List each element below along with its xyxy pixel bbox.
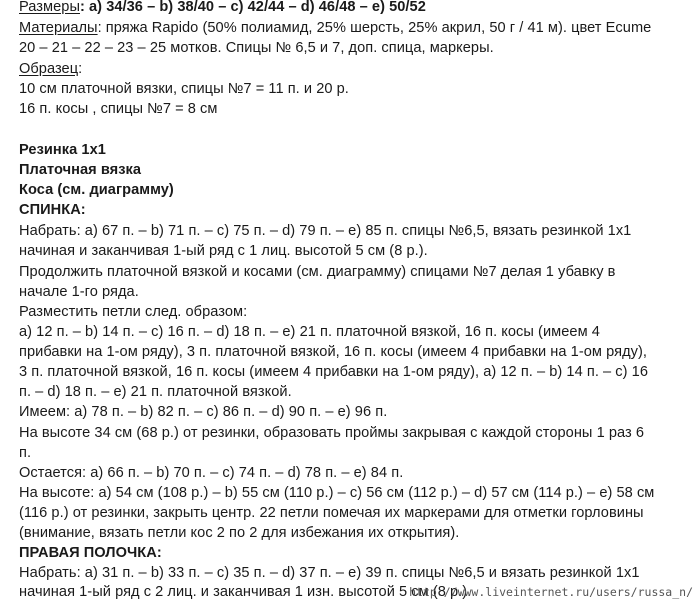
back-line: На высоте 34 см (68 р.) от резинки, образовать проймы закрывая с каждой стороны 1 раз 6 (19, 425, 645, 441)
back-line: На высоте: a) 54 см (108 р.) – b) 55 см (110 р.) – c) 56 см (112 р.) – d) 57 см (114 р.) – e) 58 см (19, 485, 655, 501)
pattern-cable: Коса (см. диаграмму) (19, 182, 174, 198)
materials-line-2: 20 – 21 – 22 – 23 – 25 мотков. Спицы № 6,5 и 7, доп. спица, маркеры. (19, 40, 494, 56)
back-line: прибавки на 1-ом ряду), 3 п. платочной вязкой, 16 п. косы (имеем 4 прибавки на 1-ом ряду), (19, 344, 647, 360)
sample-line-1: 10 см платочной вязки, спицы №7 = 11 п. и 20 р. (19, 81, 349, 97)
pattern-rib: Резинка 1x1 (19, 142, 106, 158)
back-line: начале 1-го ряда. (19, 284, 139, 300)
back-line: (внимание, вязать петли кос 2 по 2 для избежания их открытия). (19, 525, 460, 541)
back-line: Продолжить платочной вязкой и косами (см. диаграмму) спицами №7 делая 1 убавку в (19, 264, 616, 280)
back-line: (116 р.) от резинки, закрыть центр. 22 петли помечая их маркерами для отметки горловины (19, 505, 644, 521)
sizes-line (19, 0, 426, 17)
materials-line (19, 18, 651, 38)
right-front-title: ПРАВАЯ ПОЛОЧКА: (19, 545, 162, 561)
sizes-label: Размеры (19, 0, 80, 15)
materials-label: Материалы (19, 20, 98, 36)
materials-value: : пряжа Rapido (50% полиамид, 25% шерсть, 25% акрил, 50 г / 41 м). цвет Ecume (97, 20, 652, 36)
back-line: начиная и заканчивая 1-ый ряд с 1 лиц. высотой 5 см (8 р.). (19, 243, 428, 259)
back-line: Разместить петли след. образом: (19, 304, 248, 320)
back-title: СПИНКА: (19, 202, 86, 218)
sample-line-2: 16 п. косы , спицы №7 = 8 см (19, 101, 218, 117)
pattern-garter: Платочная вязка (19, 162, 142, 178)
sizes-value: : a) 34/36 – b) 38/40 – c) 42/44 – d) 46/48 – e) 50/52 (80, 0, 426, 15)
back-line: a) 12 п. – b) 14 п. – c) 16 п. – d) 18 п. – e) 21 п. платочной вязкой, 16 п. косы (имеем 4 (19, 324, 600, 340)
back-line: 3 п. платочной вязкой, 16 п. косы (имеем 4 прибавки на 1-ом ряду), a) 12 п. – b) 14 п. – c) 16 (19, 364, 648, 380)
back-line: п. (19, 445, 32, 461)
back-line: Остается: a) 66 п. – b) 70 п. – c) 74 п. – d) 78 п. – e) 84 п. (19, 465, 404, 481)
source-watermark: http://www.liveinternet.ru/users/russa_n/ (409, 585, 693, 599)
back-line: п. – d) 18 п. – e) 21 п. платочной вязкой. (19, 384, 292, 400)
back-line: Набрать: a) 67 п. – b) 71 п. – c) 75 п. – d) 79 п. – e) 85 п. спицы №6,5, вязать резинкой 1x1 (19, 223, 632, 239)
sample-label: Образец (19, 61, 79, 77)
back-line: Имеем: a) 78 п. – b) 82 п. – c) 86 п. – d) 90 п. – e) 96 п. (19, 404, 388, 420)
sample-heading: Образец: (19, 61, 83, 77)
right-front-line: Набрать: a) 31 п. – b) 33 п. – c) 35 п. – d) 37 п. – e) 39 п. спицы №6,5 и вязать резинкой 1x1 (19, 565, 640, 581)
right-front-line: начиная 1-ый ряд с 2 лиц. и заканчивая 1 изн. высотой 5 см (8 р.). (19, 584, 472, 600)
